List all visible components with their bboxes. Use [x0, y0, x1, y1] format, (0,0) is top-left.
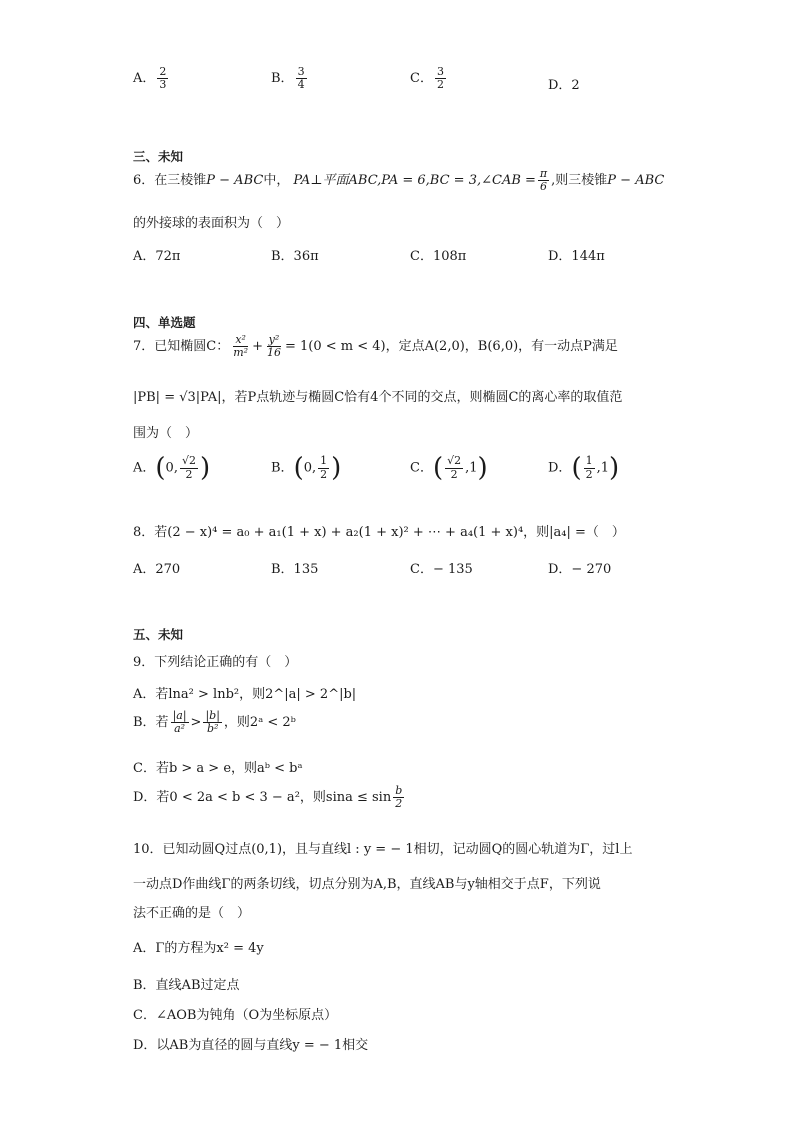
q9-option-b: B．若 $\frac{|a|}{\text{a²}}$ > $\frac{|b|}{\text{b²}}$ ，则2ᵃ < 2ᵇ — [133, 709, 296, 736]
q5-option-b: B． $\frac{3}{4}$ — [271, 65, 305, 92]
q5-option-d: D．2 — [548, 78, 580, 93]
section-heading-3: 三、未知 — [133, 149, 184, 164]
section-heading-4: 四、单选题 — [133, 315, 196, 330]
q8-option-d: D．− 270 — [548, 562, 612, 577]
question-10-line1: 10．已知动圆Q过点(0,1)，且与直线l : y = − 1相切，记动圆Q的圆心轨道为Γ，过l上 — [133, 842, 633, 857]
q8-option-b: B．135 — [271, 562, 319, 577]
question-10-line2: 一动点D作曲线Γ的两条切线，切点分别为A,B，直线AB与y轴相交于点F，下列说 — [133, 877, 601, 892]
q5-option-a: A． $\frac{2}{3}$ — [133, 65, 167, 92]
q8-option-c: C．− 135 — [410, 562, 473, 577]
q7-option-b: B．(0, $\frac{1}{2}$ ) — [271, 453, 342, 483]
q9-option-a: A．若lna² > lnb²，则2^|a| > 2^|b| — [133, 687, 357, 702]
q5-option-c: C． $\frac{3}{2}$ — [410, 65, 444, 92]
q10-option-b: B．直线AB过定点 — [133, 978, 240, 993]
q10-option-c: C．∠AOB为钝角（O为坐标原点） — [133, 1008, 338, 1023]
q6-option-c: C．108π — [410, 249, 467, 264]
q7-option-d: D．( $\frac{1}{2}$ ,1) — [548, 453, 620, 483]
section-heading-5: 五、未知 — [133, 627, 184, 642]
question-7-line2: |PB| = √3|PA|，若P点轨迹与椭圆C恰有4个不同的交点，则椭圆C的离心率的取值范 — [133, 390, 623, 405]
question-6-line2: 的外接球的表面积为（ ） — [133, 216, 290, 231]
q10-option-a: A．Γ的方程为x² = 4y — [133, 941, 264, 956]
q7-option-a: A．(0, $\frac{√2}{2}$ ) — [133, 453, 211, 483]
q6-option-a: A．72π — [133, 249, 181, 264]
q8-option-a: A．270 — [133, 562, 181, 577]
question-7-line3: 围为（ ） — [133, 426, 199, 441]
question-6-line1: 6．在三棱锥P − ABC中， PA⊥平面ABC,PA = 6,BC = 3,∠CAB = $\frac{\pi}{6}$ ,则三棱锥P − ABC — [133, 167, 665, 194]
q10-option-d: D．以AB为直径的圆与直线y = − 1相交 — [133, 1038, 369, 1053]
question-10-line3: 法不正确的是（ ） — [133, 906, 251, 921]
q6-option-d: D．144π — [548, 249, 605, 264]
question-7-line1: 7．已知椭圆C： $\frac{\text{x²}}{\text{m²}}$ + $\frac{\text{y²}}{16}$ = 1(0 < m < 4)，定点A(2,0)，B(6,0)，有一动点P满足 — [133, 333, 618, 360]
q9-option-c: C．若b > a > e，则aᵇ < bᵃ — [133, 761, 303, 776]
question-9-stem: 9．下列结论正确的有（ ） — [133, 655, 298, 670]
question-8: 8．若(2 − x)⁴ = a₀ + a₁(1 + x) + a₂(1 + x)² + ⋯ + a₄(1 + x)⁴，则|a₄| =（ ） — [133, 525, 625, 540]
q7-option-c: C．( $\frac{√2}{2}$ ,1) — [410, 453, 488, 483]
q6-option-b: B．36π — [271, 249, 319, 264]
q9-option-d: D．若0 < 2a < b < 3 − a²，则sina ≤ sin $\frac{b}{2}$ — [133, 784, 403, 811]
